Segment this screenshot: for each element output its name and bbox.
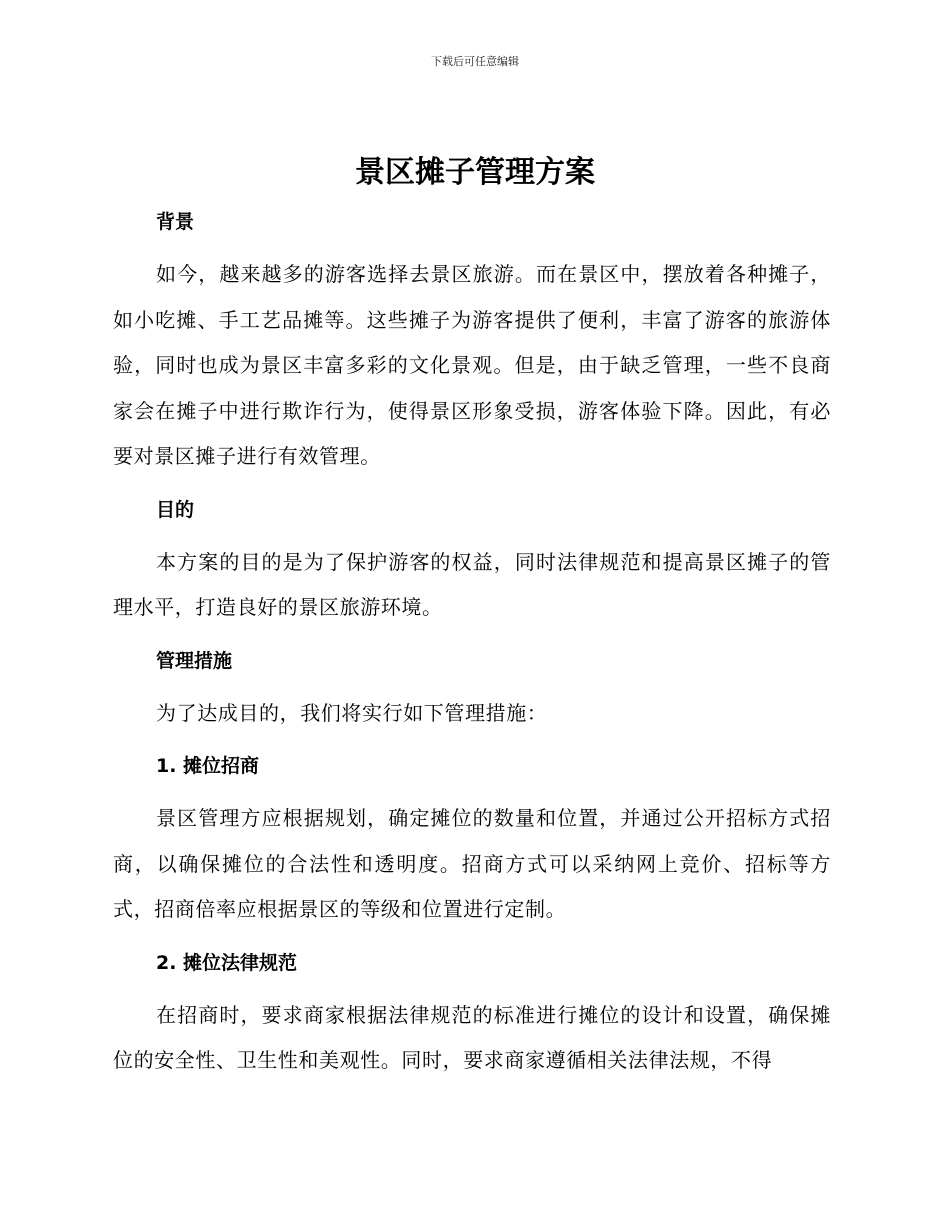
paragraph-purpose: 本方案的目的是为了保护游客的权益，同时法律规范和提高景区摊子的管理水平，打造良好的景区旅游环境。 <box>113 549 831 619</box>
document-body <box>113 202 831 1084</box>
section-heading-background: 背景 <box>156 211 195 233</box>
paragraph-measures-intro: 为了达成目的，我们将实行如下管理措施： <box>156 700 548 725</box>
subheading-stall-recruitment: 1. 摊位招商 <box>156 755 260 777</box>
document-title: 景区摊子管理方案 <box>355 155 595 190</box>
section-heading-purpose: 目的 <box>156 498 195 521</box>
paragraph-stall-regulation: 在招商时，要求商家根据法律规范的标准进行摊位的设计和设置，确保摊位的安全性、卫生性和美观性。同时，要求商家遵循相关法律法规，不得 <box>113 1002 831 1072</box>
section-heading-measures: 管理措施 <box>156 649 233 672</box>
subheading-stall-regulation: 2. 摊位法律规范 <box>156 951 298 974</box>
paragraph-stall-recruitment: 景区管理方应根据规划，确定摊位的数量和位置，并通过公开招标方式招商，以确保摊位的合法性和透明度。招商方式可以采纳网上竞价、招标等方式，招商倍率应根据景区的等级和位置进行定制。 <box>113 806 831 921</box>
paragraph-background: 如今，越来越多的游客选择去景区旅游。而在景区中，摆放着各种摊子，如小吃摊、手工艺品摊等。这些摊子为游客提供了便利，丰富了游客的旅游体验，同时也成为景区丰富多彩的文化景观。但是，由于缺乏管理，一些不良商家会在摊子中进行欺诈行为，使得景区形象受损，游客体验下降。因此，有必要对景区摊子进行有效管理。 <box>113 262 831 468</box>
header-note: 下载后可任意编辑 <box>431 55 519 68</box>
